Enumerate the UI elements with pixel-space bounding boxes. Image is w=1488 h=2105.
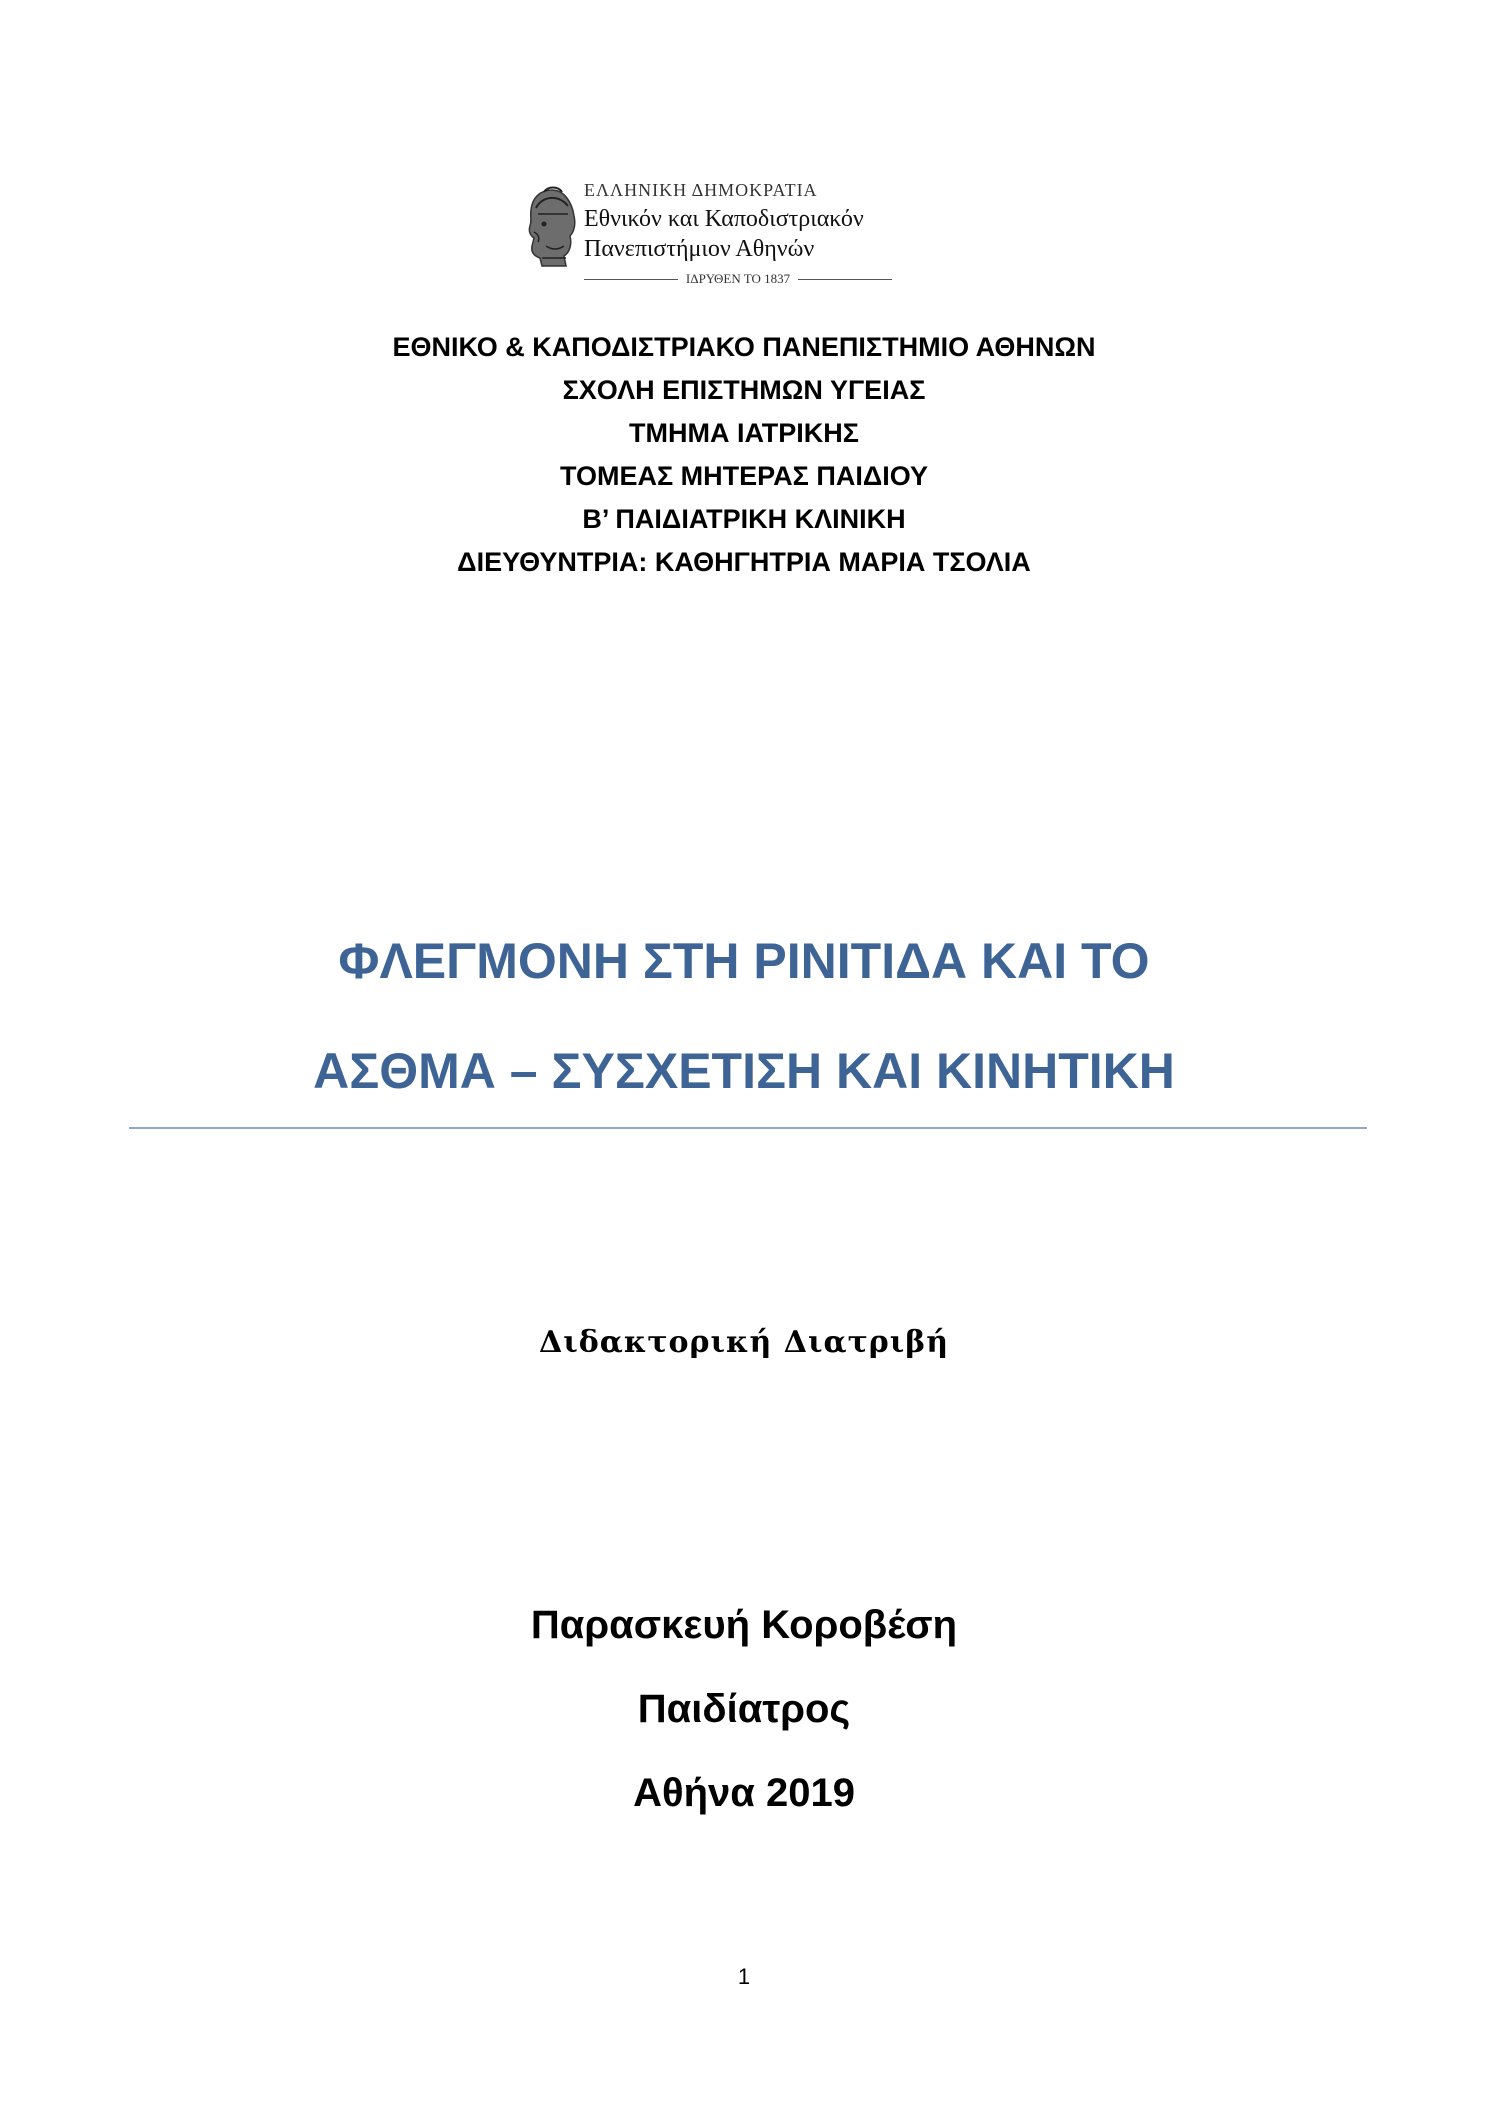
author-name: Παρασκευή Κοροβέση <box>530 1603 958 1647</box>
logo-founded <box>584 270 892 288</box>
institution-header <box>0 326 1488 584</box>
school-name: ΣΧΟΛΗ ΕΠΙΣΤΗΜΩΝ ΥΓΕΙΑΣ <box>562 375 926 405</box>
logo-founded-text: ΙΔΡΥΘΕΝ ΤΟ 1837 <box>685 271 791 286</box>
clinic-name: Β’ ΠΑΙΔΙΑΤΡΙΚΗ ΚΛΙΝΙΚΗ <box>582 504 906 534</box>
thesis-title-line1: ΦΛΕΓΜΟΝΗ ΣΤΗ ΡΙΝΙΤΙΔΑ ΚΑΙ ΤΟ <box>338 933 1150 989</box>
place-year: Αθήνα 2019 <box>633 1771 855 1815</box>
title-divider <box>129 1127 1367 1129</box>
logo-divider-right <box>798 279 892 280</box>
director-line: ΔΙΕΥΘΥΝΤΡΙΑ: ΚΑΘΗΓΗΤΡΙΑ ΜΑΡΙΑ ΤΣΟΛΙΑ <box>457 547 1031 577</box>
author-profession: Παιδίατρος <box>637 1687 851 1731</box>
document-type: Διδακτορική Διατριβή <box>538 1325 950 1360</box>
logo-university-name-line1: Εθνικόν και Καποδιστριακόν <box>584 206 864 232</box>
athena-head-icon <box>522 186 578 270</box>
logo-republic-text: ΕΛΛΗΝΙΚΗ ΔΗΜΟΚΡΑΤΙΑ <box>584 180 818 200</box>
university-logo <box>522 180 942 292</box>
logo-divider-left <box>584 279 678 280</box>
page-number: 1 <box>737 1964 751 1989</box>
department-name: ΤΜΗΜΑ ΙΑΤΡΙΚΗΣ <box>629 418 859 448</box>
sector-name: ΤΟΜΕΑΣ ΜΗΤΕΡΑΣ ΠΑΙΔΙΟΥ <box>559 461 929 491</box>
university-name: ΕΘΝΙΚΟ & ΚΑΠΟΔΙΣΤΡΙΑΚΟ ΠΑΝΕΠΙΣΤΗΜΙΟ ΑΘΗΝΩΝ <box>392 332 1096 362</box>
logo-university-name-line2: Πανεπιστήμιον Αθηνών <box>584 236 815 262</box>
thesis-title <box>0 906 1488 1126</box>
thesis-title-line2: ΑΣΘΜΑ – ΣΥΣΧΕΤΙΣΗ ΚΑΙ ΚΙΝΗΤΙΚΗ <box>313 1043 1175 1099</box>
author-block <box>0 1583 1488 1835</box>
